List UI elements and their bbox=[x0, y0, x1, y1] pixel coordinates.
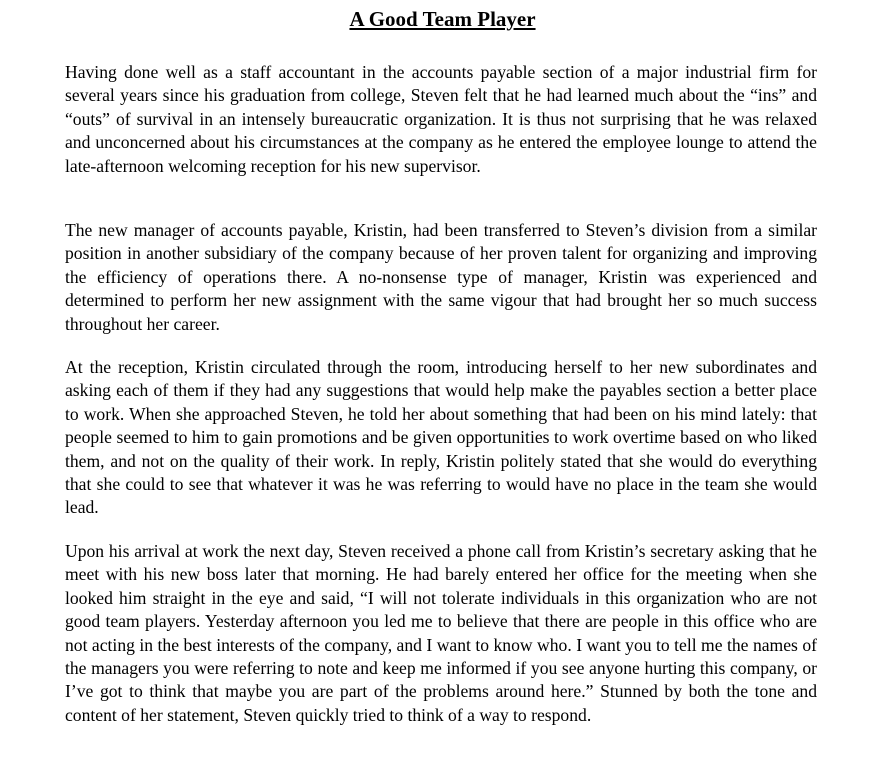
paragraph-3: At the reception, Kristin circulated through the room, introducing herself to her new subordinates and asking each of them if they had any suggestions that would help make the payables section a better place to work. When she approached Steven, he told her about something that had been on his mind lately: that people seemed to him to gain promotions and be given opportunities to work overtime based on who liked them, and not on the quality of their work. In reply, Kristin politely stated that she would do everything that she could to see that whatever it was he was referring to would have no place in the team she would lead. bbox=[65, 357, 817, 518]
paragraph-1: Having done well as a staff accountant in the accounts payable section of a major industrial firm for several years since his graduation from college, Steven felt that he had learned much about the “ins” and “outs” of survival in an intensely bureaucratic organization. It is thus not surprising that he was relaxed and unconcerned about his circumstances at the company as he entered the employee lounge to attend the late-afternoon welcoming reception for his new supervisor. bbox=[65, 62, 817, 176]
page-title: A Good Team Player bbox=[349, 7, 536, 31]
paragraph-2: The new manager of accounts payable, Kristin, had been transferred to Steven’s division from a similar position in another subsidiary of the company because of her proven talent for organizing and improving the efficiency of operations there. A no-nonsense type of manager, Kristin was experienced and determined to perform her new assignment with the same vigour that had brought her so much success throughout her career. bbox=[65, 220, 817, 334]
paragraph-4: Upon his arrival at work the next day, Steven received a phone call from Kristin’s secretary asking that he meet with his new boss later that morning. He had barely entered her office for the meeting when she looked him straight in the eye and said, “I will not tolerate individuals in this organization who are not good team players. Yesterday afternoon you led me to believe that there are people in this office who are not acting in the best interests of the company, and I want to know who. I want you to tell me the names of the managers you were referring to note and keep me informed if you see anyone hurting this company, or I’ve got to think that maybe you are part of the problems around here.” Stunned by both the tone and content of her statement, Steven quickly tried to think of a way to respond. bbox=[65, 541, 817, 725]
